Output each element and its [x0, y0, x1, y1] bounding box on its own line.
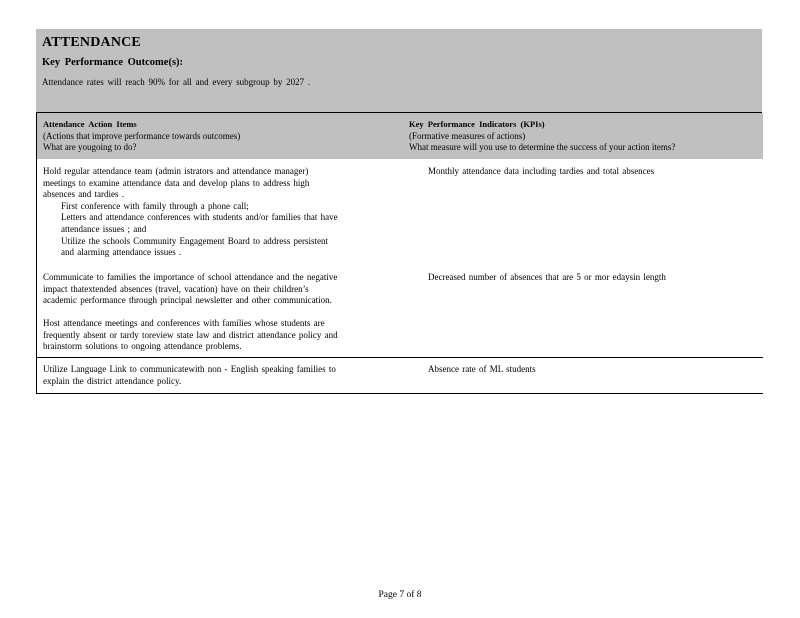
list-item [43, 201, 398, 213]
bullet-text-continued: and alarming attendance issues . [61, 247, 182, 258]
kpi-monthly-attendance [410, 166, 654, 178]
list-item [43, 236, 398, 248]
text-line: brainstorm solutions to ongoing attendance problems. [43, 341, 242, 352]
attendance-header [36, 29, 762, 113]
action-items-column-header [37, 113, 405, 159]
key-performance-outcome-label: Key Performance Outcome(s): [42, 57, 184, 68]
kpi-text: Decreased number of absences that are 5 or mor edaysin length [428, 272, 666, 282]
kpi-text: Absence rate of ML students [428, 364, 536, 374]
bullet-icon [410, 272, 428, 284]
text-line: Host attendance meetings and conferences with families whose students are [43, 318, 325, 328]
outcome-statement: Attendance rates will reach 90% for all and every subgroup by 2027 . [42, 77, 311, 87]
text-line: Hold regular attendance team (admin istrators and attendance manager) [43, 166, 309, 176]
action-item-host-meetings [43, 318, 398, 353]
action-items-question: What are yougoing to do? [43, 142, 137, 152]
text-line: Communicate to families the importance of school attendance and the negative [43, 272, 338, 282]
bullet-icon [410, 166, 428, 178]
bullet-text-continued: attendance issues ; and [61, 223, 147, 234]
text-line: impact thatextended absences (travel, vacation) have on their children’s [43, 283, 309, 294]
bullet-text: Letters and attendance conferences with students and/or families that have [61, 212, 338, 223]
bullet-icon [410, 364, 428, 376]
page-number: Page 7 of 8 [378, 590, 422, 600]
text-line: meetings to examine attendance data and develop plans to address high [43, 177, 310, 188]
text-line: frequently absent or tardy toreview state law and district attendance policy and [43, 329, 338, 340]
text-line: academic performance through principal newsletter and other communication. [43, 295, 332, 306]
action-kpi-table [36, 113, 763, 394]
text-line: absences and tardies . [43, 189, 124, 200]
bullet-text: Utilize the schools Community Engagement Board to address persistent [61, 235, 328, 246]
bullet-icon [43, 212, 61, 224]
action-items-subheading: (Actions that improve performance towards outcomes) [43, 130, 241, 141]
section-title: ATTENDANCE [42, 35, 141, 50]
bullet-icon [43, 236, 61, 248]
kpi-text: Monthly attendance data including tardies and total absences [428, 166, 655, 176]
kpi-subheading: (Formative measures of actions) [409, 130, 526, 141]
kpi-decreased-absences [410, 272, 666, 284]
action-item-attendance-team [43, 166, 398, 259]
kpi-column-header [405, 113, 763, 159]
bullet-text: First conference with family through a phone call; [61, 200, 249, 211]
kpi-heading: Key Performance Indicators (KPIs) [409, 119, 545, 129]
action-items-heading: Attendance Action Items [43, 119, 137, 129]
text-line: explain the district attendance policy. [43, 375, 182, 386]
list-item [43, 212, 398, 224]
kpi-question: What measure will you use to determine the success of your action items? [409, 142, 676, 152]
kpi-ml-absence-rate [410, 364, 536, 376]
action-item-language-link [43, 364, 398, 387]
row-divider [37, 357, 763, 358]
text-line: Utilize Language Link to communicatewith non - English speaking families to [43, 364, 336, 374]
bullet-icon [43, 201, 61, 213]
action-item-communicate-families [43, 272, 398, 307]
